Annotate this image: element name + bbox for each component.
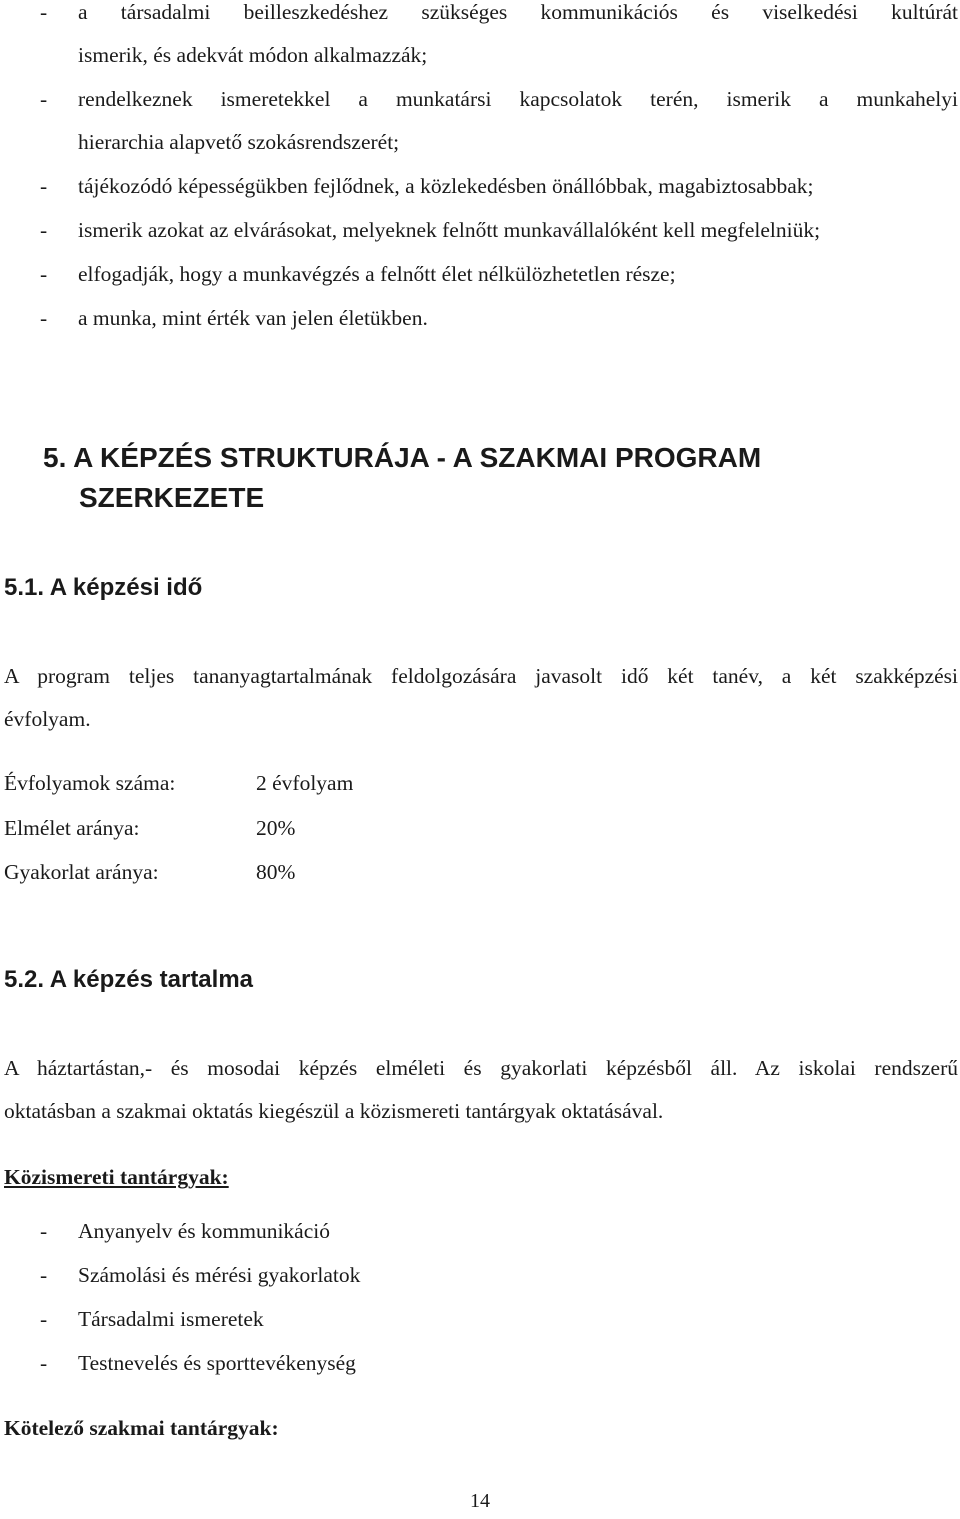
- info-label: Gyakorlat aránya:: [4, 860, 159, 884]
- page-number: 14: [470, 1490, 490, 1512]
- list-dash: -: [40, 1263, 48, 1287]
- info-row: [4, 806, 296, 850]
- list-dash: -: [40, 1351, 48, 1375]
- section-heading: [43, 438, 761, 518]
- list-dash: -: [40, 262, 48, 286]
- subject-name: Anyanyelv és kommunikáció: [78, 1219, 330, 1243]
- list-item-continuation: ismerik, és adekvát módon alkalmazzák;: [78, 43, 428, 67]
- list-dash: -: [40, 1219, 48, 1243]
- list-dash: -: [40, 174, 48, 198]
- paragraph-line: évfolyam.: [4, 707, 91, 731]
- list-item-text: rendelkeznek ismeretekkel a munkatársi kapcsolatok terén, ismerik a munkahelyi: [78, 87, 958, 111]
- subject-name: Számolási és mérési gyakorlatok: [78, 1263, 361, 1287]
- paragraph-line: A háztartástan,- és mosodai képzés elméleti és gyakorlati képzésből áll. Az iskolai rendszerű: [4, 1056, 958, 1080]
- info-value: 80%: [256, 860, 296, 884]
- list-item-text: a társadalmi beilleszkedéshez szükséges kommunikációs és viselkedési kultúrát: [78, 0, 958, 24]
- list-dash: -: [40, 0, 48, 24]
- list-item-text: elfogadják, hogy a munkavégzés a felnőtt élet nélkülözhetetlen része;: [78, 262, 676, 286]
- paragraph-line: oktatásban a szakmai oktatás kiegészül a közismereti tantárgyak oktatásával.: [4, 1099, 664, 1123]
- info-value: 20%: [256, 816, 296, 840]
- paragraph-line: A program teljes tananyagtartalmának feldolgozására javasolt idő két tanév, a két szakképzési: [4, 664, 958, 688]
- list-item-text: tájékozódó képességükben fejlődnek, a közlekedésben önállóbbak, magabiztosabbak;: [78, 174, 814, 198]
- general-subjects-heading: Közismereti tantárgyak:: [4, 1165, 229, 1189]
- subject-name: Testnevelés és sporttevékenység: [78, 1351, 356, 1375]
- info-value: 2 évfolyam: [256, 771, 354, 795]
- section-heading-line: 5. A KÉPZÉS STRUKTURÁJA - A SZAKMAI PROGRAM: [43, 442, 762, 473]
- section-heading-line: SZERKEZETE: [79, 482, 265, 513]
- subject-name: Társadalmi ismeretek: [78, 1307, 264, 1331]
- list-item-text: a munka, mint érték van jelen életükben.: [78, 306, 428, 330]
- list-dash: -: [40, 218, 48, 242]
- info-label: Évfolyamok száma:: [4, 771, 176, 795]
- info-label: Elmélet aránya:: [4, 816, 140, 840]
- list-item-continuation: hierarchia alapvető szokásrendszerét;: [78, 130, 400, 154]
- vocational-subjects-heading: Kötelező szakmai tantárgyak:: [4, 1416, 279, 1440]
- subsection-heading: 5.2. A képzés tartalma: [4, 966, 254, 993]
- list-item-text: ismerik azokat az elvárásokat, melyeknek felnőtt munkavállalóként kell megfelelniük;: [78, 218, 821, 242]
- info-row: [4, 761, 354, 805]
- list-dash: -: [40, 87, 48, 111]
- subsection-heading: 5.1. A képzési idő: [4, 574, 203, 601]
- list-dash: -: [40, 306, 48, 330]
- list-dash: -: [40, 1307, 48, 1331]
- info-row: [4, 850, 296, 894]
